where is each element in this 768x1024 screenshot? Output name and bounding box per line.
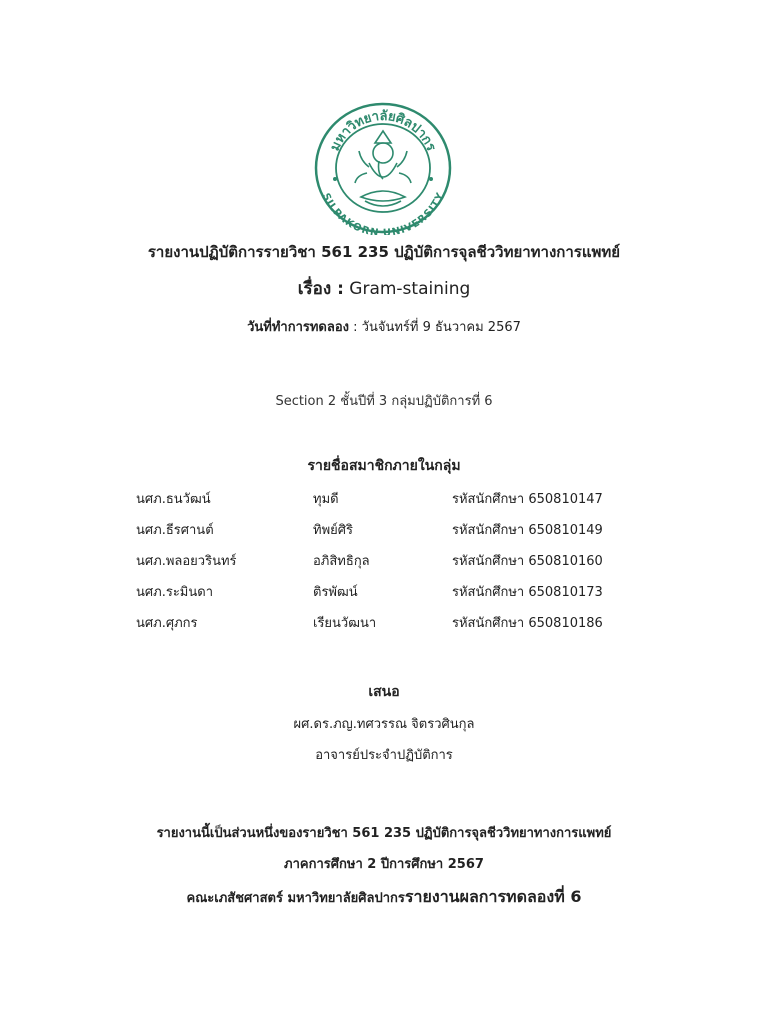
member-last-name: อภิสิทธิกุล: [313, 554, 370, 569]
date-label: วันที่ทำการทดลอง: [247, 320, 349, 335]
footer-faculty: [0, 885, 768, 910]
member-last-name: ทิพย์ศิริ: [313, 523, 353, 538]
member-first-name: นศภ.ธีรศานต์: [136, 523, 214, 538]
footer-report-number: รายงานผลการทดลองที่ 6: [404, 887, 582, 906]
member-first-name: นศภ.ระมินดา: [136, 585, 214, 600]
svg-text:SILPAKORN UNIVERSITY: [320, 191, 447, 235]
member-student-id: รหัสนักศึกษา 650810147: [452, 492, 603, 507]
member-last-name: เรียนวัฒนา: [313, 616, 377, 631]
silpakorn-university-logo: [313, 101, 453, 235]
advisor-role: อาจารย์ประจำปฏิบัติการ: [315, 748, 453, 763]
presented-to-heading: เสนอ: [368, 684, 400, 700]
advisor-name: ผศ.ดร.ภญ.ทศวรรณ จิตรวศินกุล: [293, 717, 475, 732]
subject-label: เรื่อง :: [297, 279, 344, 299]
members-heading: รายชื่อสมาชิกภายในกลุ่ม: [307, 458, 461, 474]
member-row: [0, 581, 768, 612]
subject-value: Gram-staining: [349, 279, 471, 299]
member-first-name: นศภ.พลอยวรินทร์: [136, 554, 237, 569]
member-student-id: รหัสนักศึกษา 650810173: [452, 585, 603, 600]
member-last-name: ทุมดี: [313, 492, 339, 507]
member-first-name: นศภ.ศุภกร: [136, 616, 198, 631]
member-first-name: นศภ.ธนวัฒน์: [136, 492, 211, 507]
footer-faculty-name: คณะเภสัชศาสตร์ มหาวิทยาลัยศิลปากร: [186, 891, 405, 906]
date-value: : วันจันทร์ที่ 9 ธันวาคม 2567: [349, 320, 521, 335]
section-info: Section 2 ชั้นปีที่ 3 กลุ่มปฏิบัติการที่ 6: [275, 394, 493, 409]
logo-text-bottom: SILPAKORN UNIVERSITY: [319, 191, 447, 235]
footer-course-note: รายงานนี้เป็นส่วนหนึ่งของรายวิชา 561 235 ปฏิบัติการจุลชีววิทยาทางการแพทย์: [156, 826, 612, 841]
member-row: [0, 488, 768, 519]
report-subject: [0, 275, 768, 302]
report-title: รายงานปฏิบัติการรายวิชา 561 235 ปฏิบัติการจุลชีววิทยาทางการแพทย์: [147, 243, 621, 261]
member-row: [0, 550, 768, 581]
footer-semester: ภาคการศึกษา 2 ปีการศึกษา 2567: [284, 857, 484, 872]
member-last-name: ติรพัฒน์: [313, 585, 358, 600]
logo-text-top: มหาวิทยาลัยศิลปากร: [327, 108, 439, 154]
member-row: [0, 612, 768, 643]
member-student-id: รหัสนักศึกษา 650810149: [452, 523, 603, 538]
member-row: [0, 519, 768, 550]
experiment-date: [0, 316, 768, 337]
member-student-id: รหัสนักศึกษา 650810186: [452, 616, 603, 631]
member-student-id: รหัสนักศึกษา 650810160: [452, 554, 603, 569]
logo-emblem: [355, 131, 411, 206]
members-list: [0, 488, 768, 643]
